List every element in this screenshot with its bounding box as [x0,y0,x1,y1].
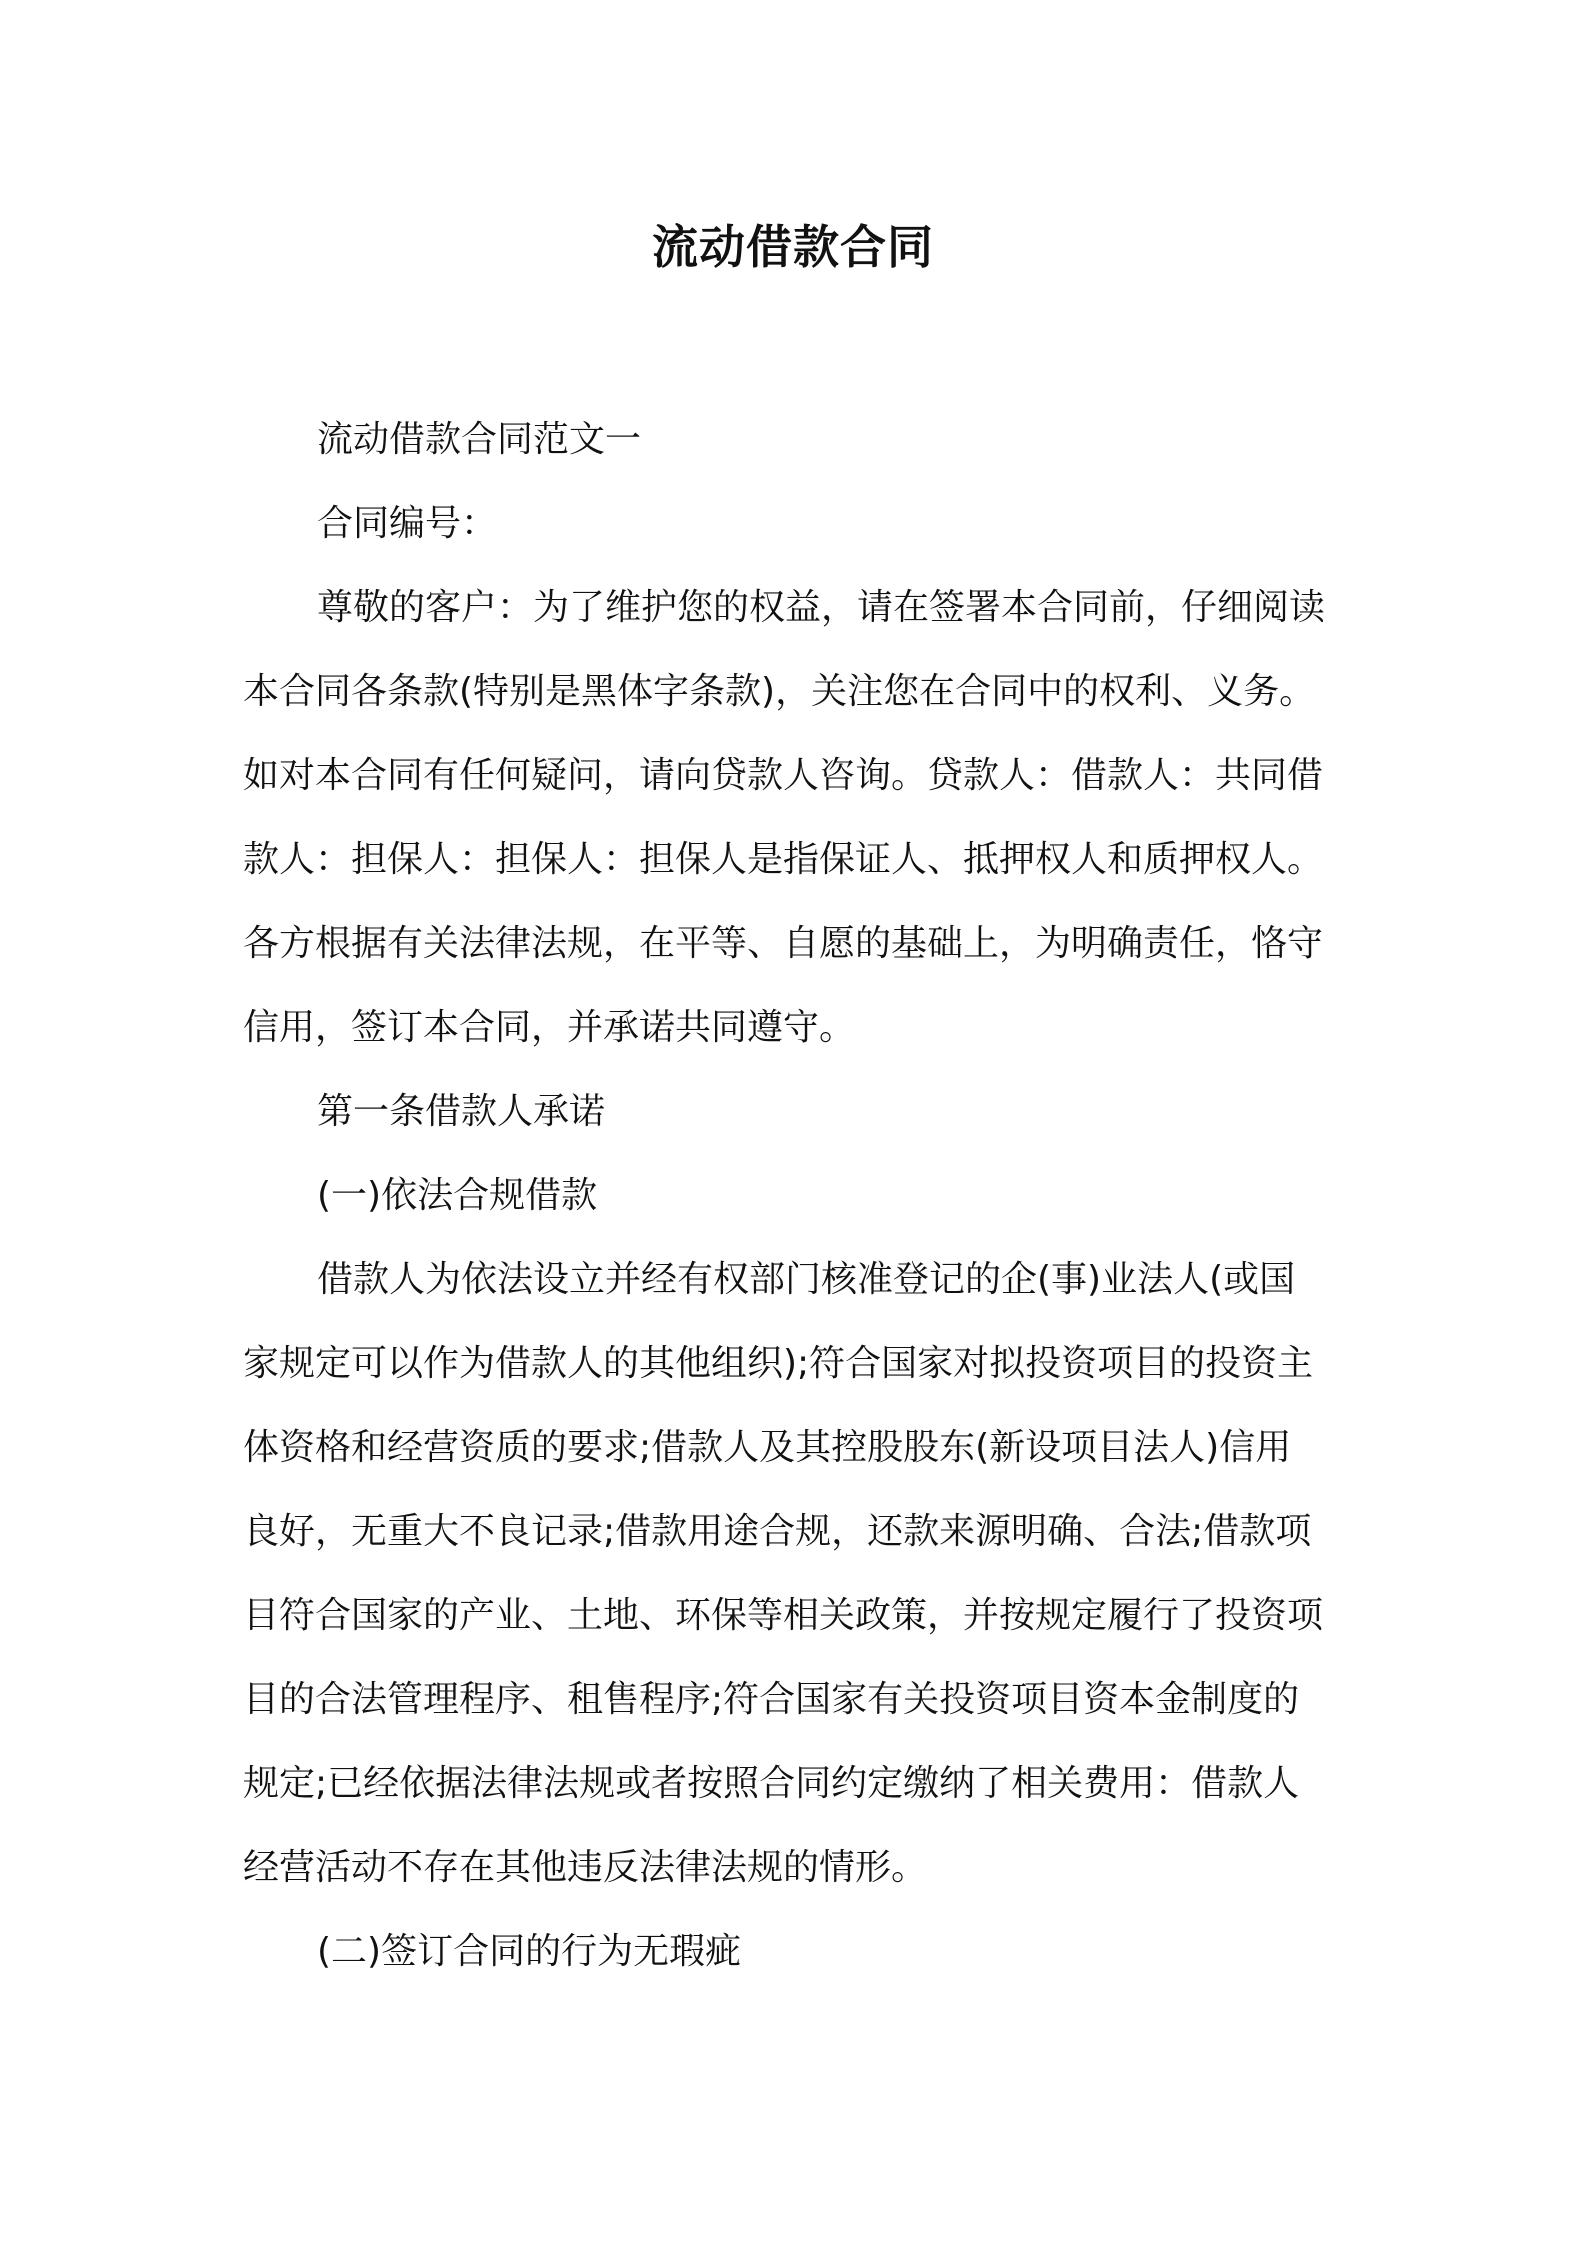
paragraph-article-one-heading [243,1070,1355,1154]
text-line: 目符合国家的产业、土地、环保等相关政策，并按规定履行了投资项 [243,1595,1324,1636]
text-line: 款人：担保人：担保人：担保人是指保证人、抵押权人和质押权人。 [243,839,1324,880]
text-line: 目的合法管理程序、租售程序;符合国家有关投资项目资本金制度的 [243,1679,1300,1720]
text-line: (一)依法合规借款 [317,1175,598,1216]
text-line: 借款人为依法设立并经有权部门核准登记的企(事)业法人(或国 [317,1259,1296,1300]
text-line: 第一条借款人承诺 [317,1091,606,1132]
text-line: 规定;已经依据法律法规或者按照合同约定缴纳了相关费用：借款人 [243,1763,1300,1804]
text-line: 家规定可以作为借款人的其他组织);符合国家对拟投资项目的投资主 [243,1343,1314,1384]
text-line: 各方根据有关法律法规，在平等、自愿的基础上，为明确责任，恪守 [243,923,1324,964]
document-body [243,398,1355,1994]
document-title: 流动借款合同 [652,220,934,274]
text-line: 流动借款合同范文一 [317,419,642,460]
paragraph-contract-number [243,482,1355,566]
paragraph-customer-notice [243,566,1355,1070]
paragraph-section-two-heading [243,1910,1355,1994]
text-line: 合同编号： [317,503,498,544]
paragraph-sample-heading [243,398,1355,482]
text-line: 本合同各条款(特别是黑体字条款)，关注您在合同中的权利、义务。 [243,671,1316,712]
text-line: 体资格和经营资质的要求;借款人及其控股股东(新设项目法人)信用 [243,1427,1292,1468]
text-line: 良好，无重大不良记录;借款用途合规，还款来源明确、合法;借款项 [243,1511,1312,1552]
text-line: 如对本合同有任何疑问，请向贷款人咨询。贷款人：借款人：共同借 [243,755,1324,796]
text-line: (二)签订合同的行为无瑕疵 [317,1931,742,1972]
paragraph-section-one-heading [243,1154,1355,1238]
text-line: 经营活动不存在其他违反法律法规的情形。 [243,1847,928,1888]
paragraph-section-one-body [243,1238,1355,1910]
text-line: 尊敬的客户：为了维护您的权益，请在签署本合同前，仔细阅读 [317,587,1326,628]
text-line: 信用，签订本合同，并承诺共同遵守。 [243,1007,856,1048]
